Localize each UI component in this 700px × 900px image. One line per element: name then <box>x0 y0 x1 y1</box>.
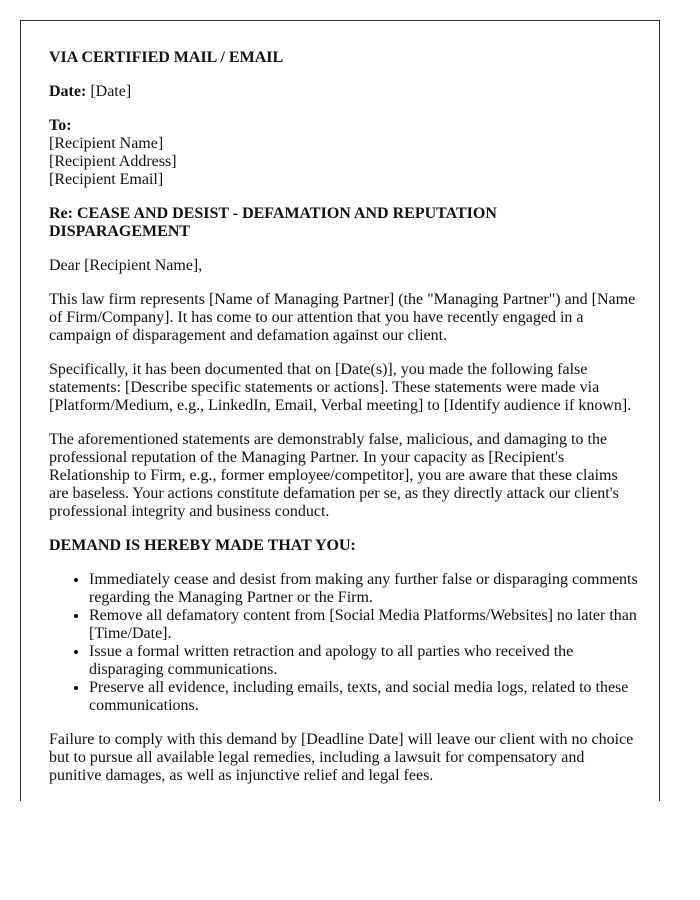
letter-content <box>49 49 639 801</box>
closing-paragraph: Failure to comply with this demand by [Deadline Date] will leave our client with no choice but to pursue all available legal remedies, including a lawsuit for compensatory and punitive damages, as well as injunctive relief and legal fees. <box>49 731 634 784</box>
recipient-name: [Recipient Name] <box>49 135 164 152</box>
letter-page <box>20 20 660 801</box>
recipient-email: [Recipient Email] <box>49 171 164 188</box>
paragraph-statements: Specifically, it has been documented that on [Date(s)], you made the following false statements: [Describe specific statements or actions]. These statements were made via [Platform/Medium, e.g., LinkedIn, Email, Verbal meeting] to [Identify audience if known]. <box>49 361 632 414</box>
recipient-block <box>49 117 639 189</box>
paragraph-defamation: The aforementioned statements are demonstrably false, malicious, and damaging to the professional reputation of the Managing Partner. In your capacity as [Recipient's Relationship to Firm, e.g., former employee/competitor], you are aware that these claims are baseless. Your actions constitute defamation per se, as they directly attack our client's professional integrity and business conduct. <box>49 431 619 520</box>
date-line <box>49 83 639 101</box>
recipient-address: [Recipient Address] <box>49 153 177 170</box>
demand-item: • Remove all defamatory content from [Social Media Platforms/Websites] no later than [Time/Date]. <box>89 607 639 643</box>
subject-line: Re: CEASE AND DESIST - DEFAMATION AND REPUTATION DISPARAGEMENT <box>49 205 497 240</box>
date-value: [Date] <box>90 83 132 100</box>
demand-list <box>49 571 639 715</box>
date-label: Date: <box>49 83 87 100</box>
salutation: Dear [Recipient Name], <box>49 257 203 274</box>
demand-item: • Preserve all evidence, including emails, texts, and social media logs, related to these communications. <box>89 679 639 715</box>
delivery-method-heading: VIA CERTIFIED MAIL / EMAIL <box>49 49 284 66</box>
demand-heading: DEMAND IS HEREBY MADE THAT YOU: <box>49 537 356 554</box>
demand-item: • Immediately cease and desist from making any further false or disparaging comments regarding the Managing Partner or the Firm. <box>89 571 639 607</box>
paragraph-representation: This law firm represents [Name of Managing Partner] (the "Managing Partner") and [Name of Firm/Company]. It has come to our attention that you have recently engaged in a campaign of disparagement and defamation against our client. <box>49 291 636 344</box>
demand-item: • Issue a formal written retraction and apology to all parties who received the disparaging communications. <box>89 643 639 679</box>
recipient-label: To: <box>49 117 72 134</box>
